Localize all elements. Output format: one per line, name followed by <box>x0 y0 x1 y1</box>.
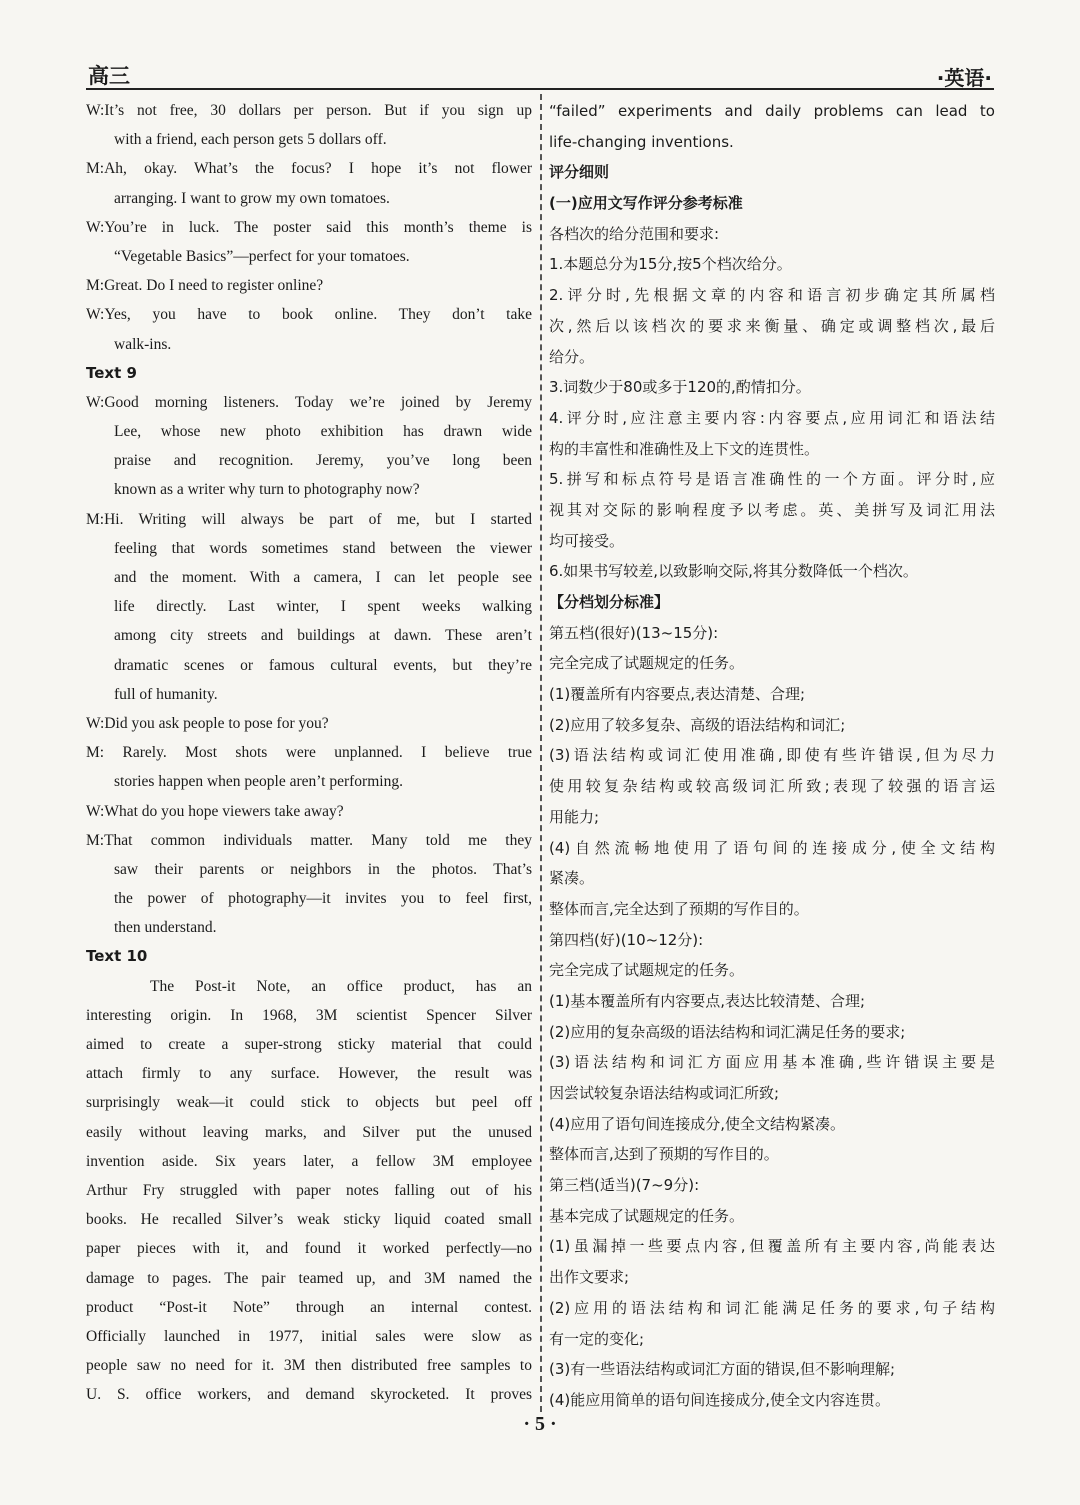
right-text-line: 构的丰富性和准确性及上下文的连贯性。 <box>549 439 820 458</box>
left-text-line: “Vegetable Basics”—perfect for your tomatoes. <box>114 247 410 265</box>
right-text-line: 第四档(好)(10~12分): <box>549 930 704 949</box>
right-text-line: (1)基本覆盖所有内容要点,表达比较清楚、合理; <box>549 991 866 1010</box>
left-text-line: invention aside. Six years later, a fellow 3M employee <box>86 1152 532 1170</box>
left-text-line: paper pieces with it, and found it worked perfectly—no <box>86 1240 532 1258</box>
right-text-line: 完全完成了试题规定的任务。 <box>549 961 745 980</box>
left-text-line: W:Did you ask people to pose for you? <box>86 714 329 732</box>
left-text-line: W:Yes, you have to book online. They don’t take <box>86 306 532 324</box>
right-text-line: (3)有一些语法结构或词汇方面的错误,但不影响理解; <box>549 1360 896 1379</box>
right-text-line: 均可接受。 <box>549 531 625 550</box>
left-text-line: M:Ah, okay. What’s the focus? I hope it’s not flower <box>86 160 532 178</box>
left-text-line: surprisingly weak—it could stick to objects but peel off <box>86 1094 532 1112</box>
right-text-line: 用能力; <box>549 807 600 826</box>
right-text-line: 第五档(很好)(13~15分): <box>549 623 719 642</box>
right-text-line: (2)应用的语法结构和词汇能满足任务的要求,句子结构 <box>549 1298 995 1317</box>
left-text-line: Text 9 <box>86 363 137 382</box>
right-text-line: 出作文要求; <box>549 1268 630 1287</box>
left-text-line: books. He recalled Silver’s weak sticky liquid coated small <box>86 1211 532 1229</box>
page-header <box>86 58 994 90</box>
right-text-line: 因尝试较复杂语法结构或词汇所致; <box>549 1084 780 1102</box>
left-text-line: known as a writer why turn to photography now? <box>114 481 420 499</box>
right-text-line: 整体而言,完全达到了预期的写作目的。 <box>549 899 809 918</box>
right-text-line: (1)覆盖所有内容要点,表达清楚、合理; <box>549 685 806 704</box>
left-text-line: feeling that words sometimes stand between the viewer <box>114 539 532 557</box>
right-column-scoring-rubric <box>549 96 995 1414</box>
right-text-line: 5.拼写和标点符号是语言准确性的一个方面。评分时,应 <box>549 470 995 489</box>
right-text-line: 紧凑。 <box>549 869 595 888</box>
right-text-line: 基本完成了试题规定的任务。 <box>549 1206 745 1225</box>
right-text-line: 1.本题总分为15分,按5个档次给分。 <box>549 255 792 274</box>
right-text-line: 有一定的变化; <box>549 1329 645 1348</box>
left-text-line: people saw no need for it. 3M then distributed free samples to <box>86 1357 532 1375</box>
subject-label: ·英语· <box>936 66 992 90</box>
left-text-line: and the moment. With a camera, I can let people see <box>114 569 532 586</box>
right-text-line: 第三档(适当)(7~9分): <box>549 1176 700 1195</box>
left-text-line: among city streets and buildings at dawn. These aren’t <box>114 627 532 645</box>
right-text-line: 【分档划分标准】 <box>549 593 670 611</box>
left-text-line: full of humanity. <box>114 685 218 703</box>
right-text-line: life-changing inventions. <box>549 132 734 151</box>
left-text-line: the power of photography—it invites you to feel first, <box>114 890 532 908</box>
right-text-line: “failed” experiments and daily problems can lead to <box>549 102 995 120</box>
left-text-line: Text 10 <box>86 947 148 966</box>
left-text-line: U. S. office workers, and demand skyrocketed. It proves <box>86 1386 532 1404</box>
left-text-line: M:Great. Do I need to register online? <box>86 277 324 295</box>
left-text-line: arranging. I want to grow my own tomatoes. <box>114 189 390 207</box>
left-text-line: easily without leaving marks, and Silver put the unused <box>86 1123 532 1141</box>
grade-label: 高三 <box>88 64 130 88</box>
left-text-line: walk-ins. <box>114 335 172 353</box>
right-text-line: (1)虽漏掉一些要点内容,但覆盖所有主要内容,尚能表达 <box>549 1237 995 1256</box>
right-text-line: (一)应用文写作评分参考标准 <box>549 194 743 213</box>
right-text-line: 视其对交际的影响程度予以考虑。英、美拼写及词汇用法 <box>549 500 995 519</box>
left-text-line: interesting origin. In 1968, 3M scientist Spencer Silver <box>86 1006 532 1024</box>
left-text-line: Lee, whose new photo exhibition has drawn wide <box>114 423 532 441</box>
left-text-line: attach firmly to any surface. However, the result was <box>86 1065 532 1083</box>
left-text-line: life directly. Last winter, I spent weeks walking <box>114 598 532 616</box>
left-column-listening-transcript <box>86 96 532 1414</box>
left-text-line: product “Post-it Note” through an internal contest. <box>86 1298 532 1316</box>
left-text-line: dramatic scenes or famous cultural events, but they’re <box>114 656 532 674</box>
right-text-line: 次,然后以该档次的要求来衡量、确定或调整档次,最后 <box>549 316 995 335</box>
right-text-line: (2)应用的复杂高级的语法结构和词汇满足任务的要求; <box>549 1022 906 1041</box>
right-text-line: 评分细则 <box>549 163 610 182</box>
right-text-line: 使用较复杂结构或较高级词汇所致;表现了较强的语言运 <box>549 777 995 796</box>
left-text-line: W:You’re in luck. The poster said this month’s theme is <box>86 218 532 236</box>
left-text-line: praise and recognition. Jeremy, you’ve long been <box>114 452 532 470</box>
left-text-line: then understand. <box>114 919 217 937</box>
right-text-line: 4.评分时,应注意主要内容:内容要点,应用词汇和语法结 <box>549 408 995 427</box>
left-text-line: Arthur Fry struggled with paper notes falling out of his <box>86 1181 532 1199</box>
right-text-line: 2.评分时,先根据文章的内容和语言初步确定其所属档 <box>549 286 995 305</box>
left-text-line: stories happen when people aren’t performing. <box>114 773 403 791</box>
left-text-line: with a friend, each person gets 5 dollars off. <box>114 131 387 149</box>
right-text-line: 整体而言,达到了预期的写作目的。 <box>549 1145 779 1164</box>
left-text-line: aimed to create a super-strong sticky material that could <box>86 1036 532 1053</box>
right-text-line: 6.如果书写较差,以致影响交际,将其分数降低一个档次。 <box>549 562 918 581</box>
left-text-line: M: Rarely. Most shots were unplanned. I believe true <box>86 744 532 762</box>
right-text-line: 3.词数少于80或多于120的,酌情扣分。 <box>549 378 811 397</box>
right-text-line: (3)语法结构和词汇方面应用基本准确,些许错误主要是 <box>549 1053 995 1072</box>
left-text-line: W:Good morning listeners. Today we’re joined by Jeremy <box>86 393 532 411</box>
right-text-line: (4)能应用简单的语句间连接成分,使全文内容连贯。 <box>549 1390 891 1409</box>
page-number: · 5 · <box>523 1413 557 1435</box>
right-text-line: (2)应用了较多复杂、高级的语法结构和词汇; <box>549 715 846 734</box>
right-text-line: (4)应用了语句间连接成分,使全文结构紧凑。 <box>549 1114 846 1133</box>
right-text-line: (4)自然流畅地使用了语句间的连接成分,使全文结构 <box>549 838 995 857</box>
left-text-line: W:It’s not free, 30 dollars per person. But if you sign up <box>86 102 532 119</box>
left-text-line: Officially launched in 1977, initial sales were slow as <box>86 1327 532 1345</box>
left-text-line: M:Hi. Writing will always be part of me, but I started <box>86 510 532 528</box>
left-text-line: saw their parents or neighbors in the photos. That’s <box>114 860 532 878</box>
right-text-line: 完全完成了试题规定的任务。 <box>549 654 745 673</box>
left-text-line: The Post-it Note, an office product, has an <box>150 977 532 995</box>
left-text-line: W:What do you hope viewers take away? <box>86 802 344 820</box>
right-text-line: (3)语法结构或词汇使用准确,即使有些许错误,但为尽力 <box>549 746 995 765</box>
column-divider <box>540 94 542 1412</box>
right-text-line: 给分。 <box>549 347 595 366</box>
left-text-line: M:That common individuals matter. Many told me they <box>86 831 532 849</box>
right-text-line: 各档次的给分范围和要求: <box>549 224 720 243</box>
left-text-line: damage to pages. The pair teamed up, and 3M named the <box>86 1269 532 1287</box>
